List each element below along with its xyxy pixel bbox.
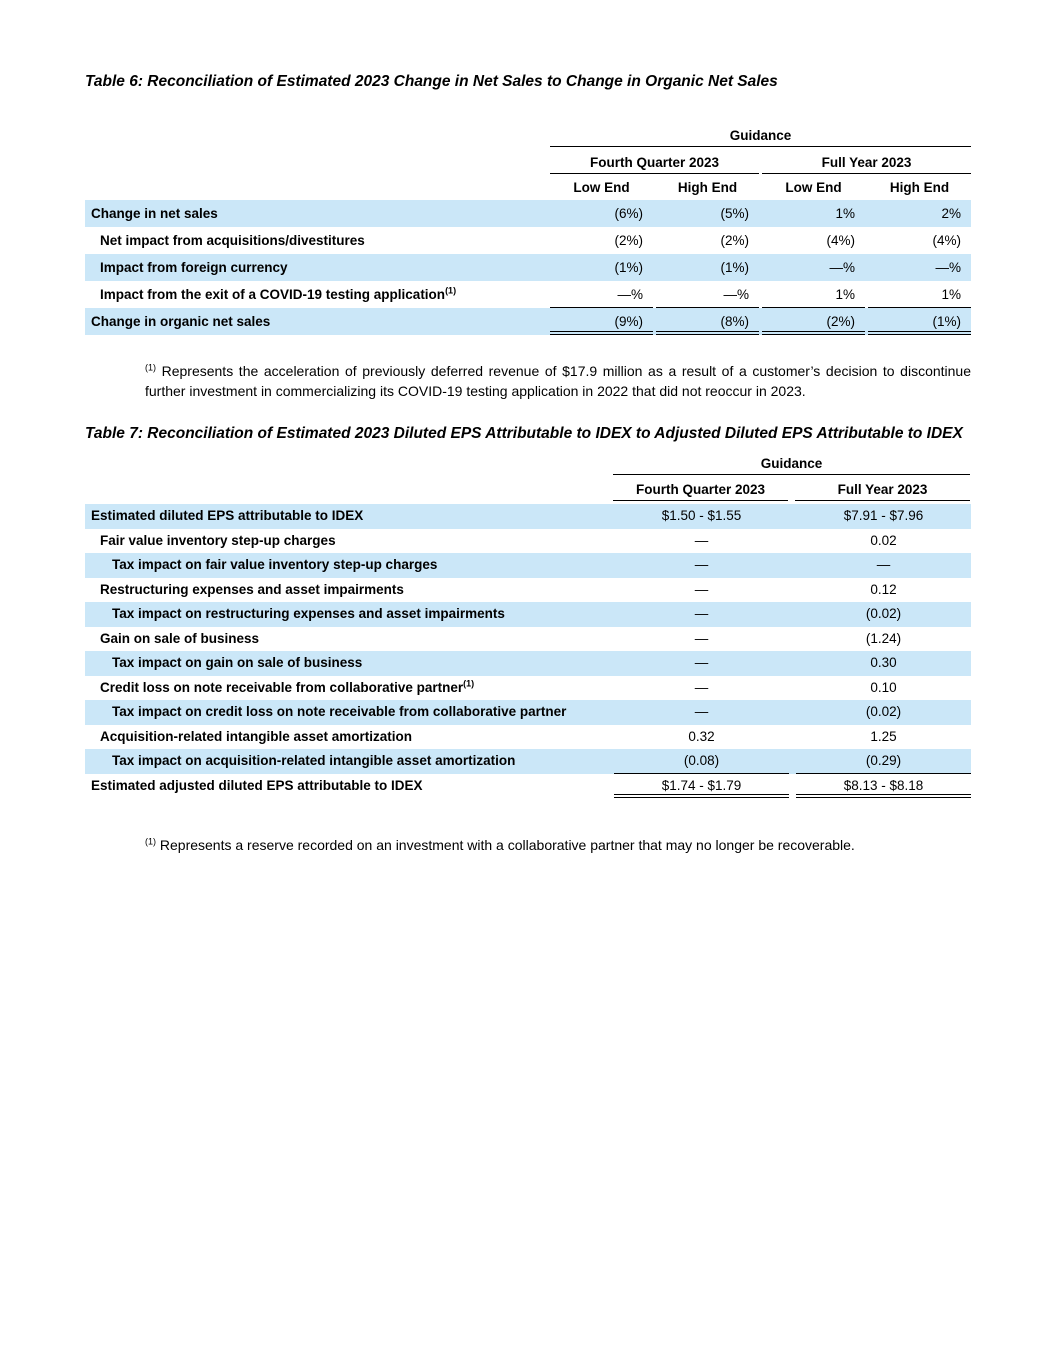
row-value: — [694, 630, 709, 646]
table7-guidance-header: Guidance [613, 456, 970, 475]
row-value: — [694, 655, 709, 670]
table6-col-header-low-end-q4: Low End [573, 180, 630, 195]
row-label: Acquisition-related intangible asset amortization [100, 728, 413, 744]
table7-body [85, 504, 971, 798]
row-value: —% [829, 260, 855, 275]
document-page [85, 0, 971, 855]
table-row [85, 254, 971, 281]
row-value: 0.12 [870, 581, 897, 597]
row-value: (2%) [762, 308, 865, 335]
row-value: 0.32 [688, 728, 715, 744]
table6-group-full-year: Full Year 2023 [762, 155, 971, 174]
row-label: Change in net sales [91, 206, 218, 221]
row-label: Tax impact on acquisition-related intangible asset amortization [112, 753, 516, 768]
row-value: (2%) [720, 233, 749, 248]
table-row [85, 529, 971, 554]
row-label: Change in organic net sales [91, 314, 271, 329]
row-label: Tax impact on gain on sale of business [112, 655, 363, 670]
table-row [85, 200, 971, 227]
row-label: Tax impact on credit loss on note receivable from collaborative partner [112, 704, 567, 719]
row-value: 1% [835, 206, 855, 221]
row-value: 0.10 [870, 679, 897, 695]
table7-column-header-row [85, 482, 971, 501]
row-value: 0.30 [870, 655, 897, 670]
row-value: — [876, 557, 891, 572]
table6-body [85, 200, 971, 335]
table7-col-header-full-year: Full Year 2023 [795, 482, 970, 501]
row-value: —% [935, 260, 961, 275]
table-row [85, 504, 971, 529]
row-value: (4%) [932, 233, 961, 248]
row-value: (1%) [614, 260, 643, 275]
row-value: (5%) [720, 206, 749, 221]
table-row [85, 281, 971, 308]
row-label: Impact from foreign currency [100, 260, 288, 275]
row-label: Tax impact on fair value inventory step-up charges [112, 557, 438, 572]
row-value: (0.02) [865, 606, 902, 621]
row-value: —% [656, 281, 759, 308]
footnote-reference: (1) [463, 678, 475, 688]
row-value: (4%) [826, 233, 855, 248]
table7 [85, 456, 971, 798]
column-spacer [85, 155, 547, 174]
row-value: (1.24) [865, 630, 902, 646]
table6-footnote: $^{(1)}$ Represents the acceleration of previously deferred revenue of $17.9 million as a result of a customer’s decision to discontinue further investment in commercializing its COVID-19 testing application in 2022 that did not reoccur in 2023. [145, 362, 971, 399]
table6 [85, 128, 971, 335]
table6-group-fourth-quarter: Fourth Quarter 2023 [550, 155, 759, 174]
table-row [85, 578, 971, 603]
row-label: Fair value inventory step-up charges [100, 532, 336, 548]
table-row [85, 749, 971, 774]
table-row [85, 627, 971, 652]
table7-col-header-fourth-quarter: Fourth Quarter 2023 [613, 482, 788, 501]
row-value: (2%) [614, 233, 643, 248]
table7-footnote: $^{(1)}$ Represents a reserve recorded on an investment with a collaborative partner that may no longer be recoverable. [145, 836, 855, 853]
row-value: $7.91 - $7.96 [843, 508, 924, 523]
table-row [85, 308, 971, 335]
table-row [85, 725, 971, 750]
table6-col-header-low-end-fy: Low End [785, 180, 842, 195]
table7-guidance-row [85, 456, 971, 475]
row-label: Credit loss on note receivable from collaborative partner$^{(1)}$ [100, 678, 475, 695]
table6-col-header-high-end-q4: High End [677, 180, 738, 195]
table-row [85, 676, 971, 701]
row-value: — [694, 557, 709, 572]
row-value: (9%) [550, 308, 653, 335]
row-value: $1.50 - $1.55 [661, 508, 742, 523]
row-value: $8.13 - $8.18 [796, 774, 971, 799]
table6-group-header-row [85, 155, 971, 174]
row-label: Estimated diluted EPS attributable to IDEX [91, 508, 364, 523]
table-row [85, 651, 971, 676]
table6-title: Table 6: Reconciliation of Estimated 2023 Change in Net Sales to Change in Organic Net Sales [85, 73, 778, 90]
row-value: — [694, 606, 709, 621]
table-row [85, 774, 971, 799]
row-value: (0.02) [865, 704, 902, 719]
row-value: (6%) [614, 206, 643, 221]
table-row [85, 227, 971, 254]
row-label: Tax impact on restructuring expenses and asset impairments [112, 606, 505, 621]
row-value: (1%) [868, 308, 971, 335]
footnote-reference: (1) [445, 285, 457, 296]
row-value: — [694, 581, 709, 597]
footnote-marker: (1) [145, 362, 156, 373]
row-value: (1%) [720, 260, 749, 275]
row-value: — [694, 532, 709, 548]
row-value: (0.29) [796, 749, 971, 774]
table6-guidance-header: Guidance [550, 128, 971, 147]
table-row [85, 602, 971, 627]
row-label: Impact from the exit of a COVID-19 testing application$^{(1)}$ [100, 285, 457, 302]
row-value: 1% [868, 281, 971, 308]
row-value: (8%) [656, 308, 759, 335]
footnote-marker: (1) [145, 836, 156, 847]
row-value: 1% [762, 281, 865, 308]
row-label: Restructuring expenses and asset impairments [100, 581, 404, 597]
table7-title: Table 7: Reconciliation of Estimated 2023 Diluted EPS Attributable to IDEX to Adjusted Diluted EPS Attributable to IDEX [85, 425, 963, 442]
row-value: — [694, 704, 709, 719]
row-value: (0.08) [614, 749, 789, 774]
row-value: $1.74 - $1.79 [614, 774, 789, 799]
table-row [85, 700, 971, 725]
row-label: Gain on sale of business [100, 630, 260, 646]
row-value: 2% [941, 206, 961, 221]
table6-guidance-row [85, 128, 971, 147]
table6-column-header-row [85, 180, 971, 195]
table-row [85, 553, 971, 578]
row-value: —% [550, 281, 653, 308]
row-label: Net impact from acquisitions/divestitures [100, 233, 365, 248]
row-value: 1.25 [870, 728, 897, 744]
row-label: Estimated adjusted diluted EPS attributable to IDEX [91, 777, 423, 793]
column-spacer [85, 456, 606, 475]
column-spacer [85, 180, 547, 195]
table6-col-header-high-end-fy: High End [889, 180, 950, 195]
row-value: 0.02 [870, 532, 897, 548]
row-value: — [694, 679, 709, 695]
column-spacer [85, 482, 606, 501]
column-spacer [85, 128, 547, 147]
